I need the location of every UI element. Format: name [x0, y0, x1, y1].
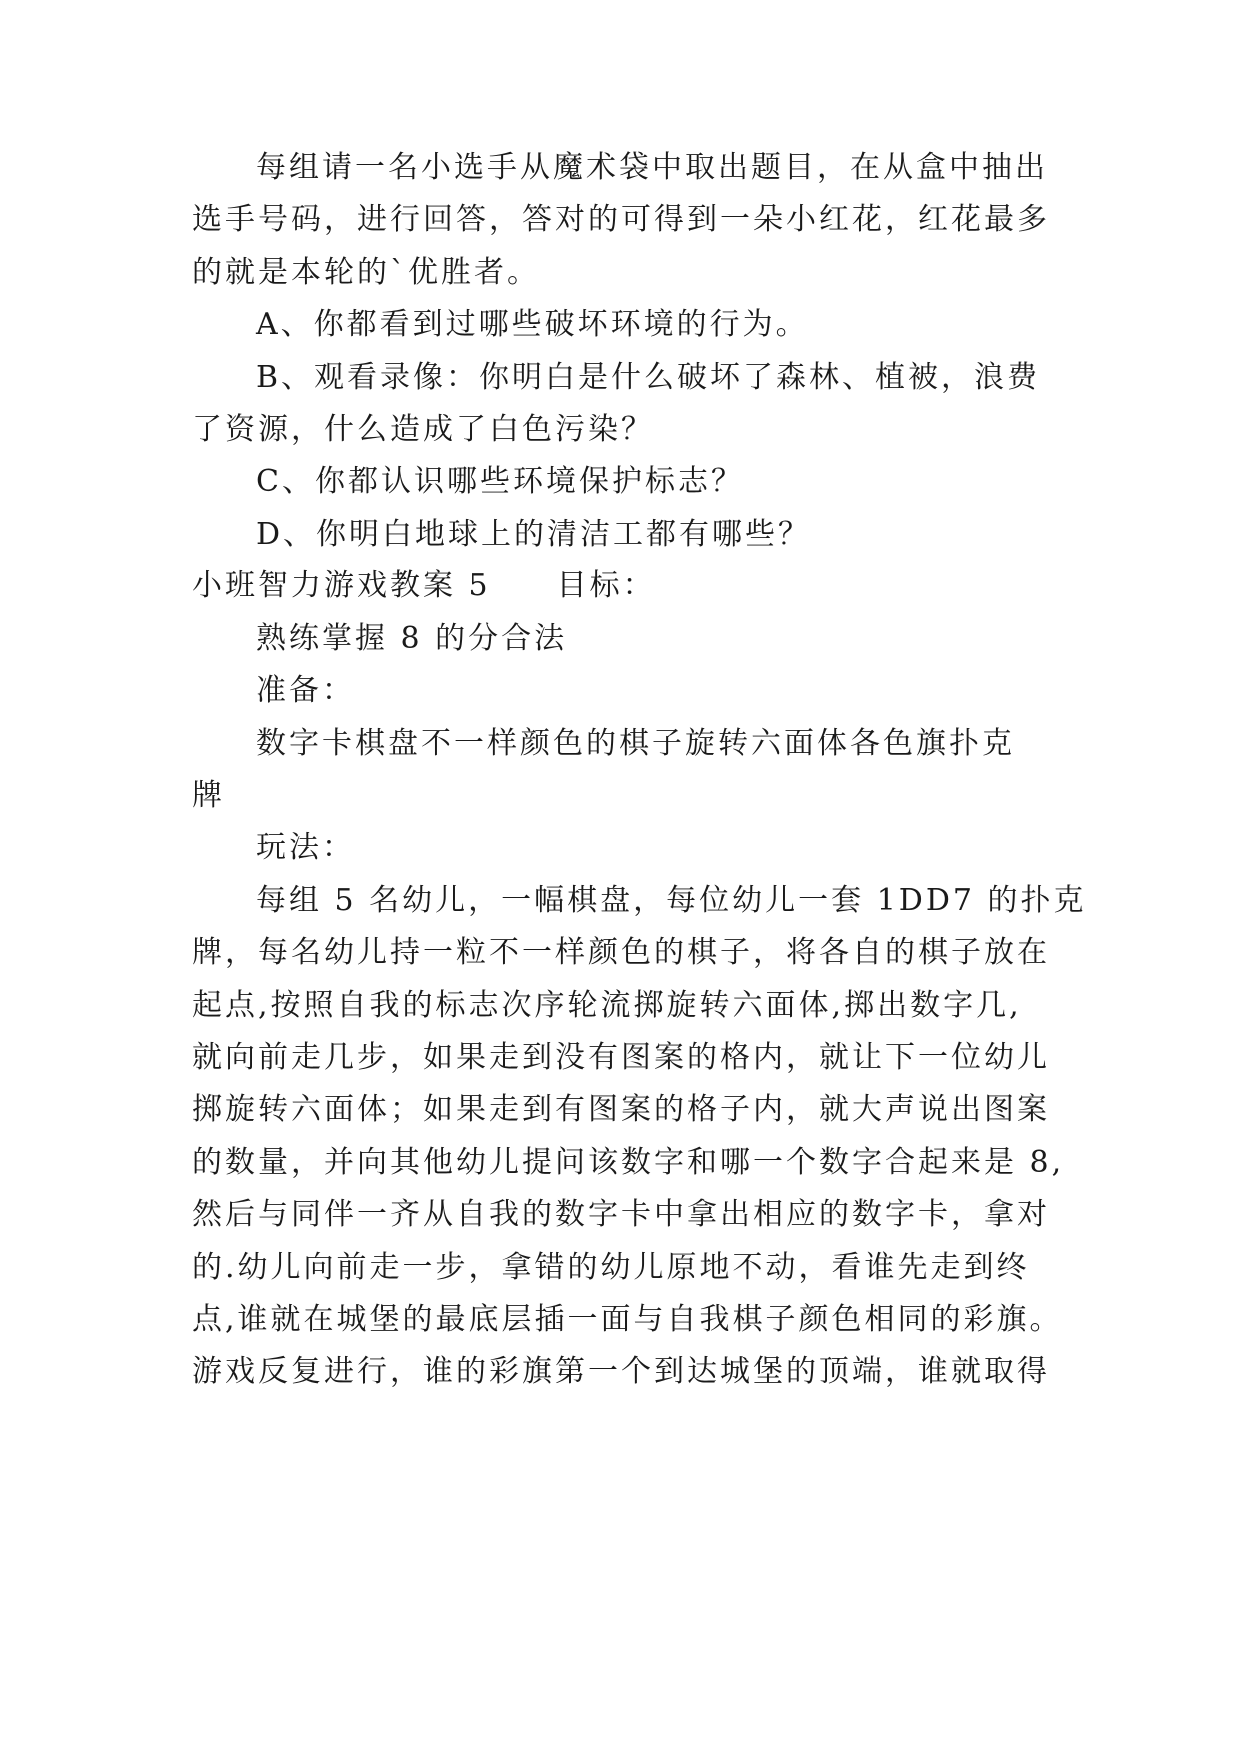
text-line: B、观看录像：你明白是什么破坏了森林、植被，浪费: [256, 360, 1041, 395]
text-line: 游戏反复进行，谁的彩旗第一个到达城堡的顶端，谁就取得: [192, 1354, 1050, 1389]
text-line: 的就是本轮的`优胜者。: [192, 255, 540, 290]
text-line: 牌: [192, 778, 225, 813]
text-line: C、你都认识哪些环境保护标志？: [256, 464, 744, 499]
text-line: 起点,按照自我的标志次序轮流掷旋转六面体,掷出数字几,: [192, 988, 1022, 1023]
text-line: 了资源，什么造成了白色污染？: [192, 412, 654, 447]
text-line: 每组请一名小选手从魔术袋中取出题目，在从盒中抽出: [256, 150, 1048, 185]
text-line: 数字卡棋盘不一样颜色的棋子旋转六面体各色旗扑克: [256, 726, 1015, 761]
text-line: 然后与同伴一齐从自我的数字卡中拿出相应的数字卡，拿对: [192, 1197, 1050, 1232]
text-line: 掷旋转六面体；如果走到有图案的格子内，就大声说出图案: [192, 1092, 1050, 1127]
text-line: 就向前走几步，如果走到没有图案的格内，就让下一位幼儿: [192, 1040, 1050, 1075]
text-line: 牌，每名幼儿持一粒不一样颜色的棋子，将各自的棋子放在: [192, 935, 1050, 970]
text-line: 熟练掌握 8 的分合法: [256, 621, 568, 656]
text-line: 每组 5 名幼儿，一幅棋盘，每位幼儿一套 1DD7 的扑克: [256, 883, 1087, 918]
text-line: 玩法：: [256, 830, 355, 865]
text-line: 准备：: [256, 673, 355, 708]
text-line: 选手号码，进行回答，答对的可得到一朵小红花，红花最多: [192, 202, 1050, 237]
text-line: 的数量，并向其他幼儿提问该数字和哪一个数字合起来是 8,: [192, 1145, 1065, 1180]
text-line: A、你都看到过哪些破坏环境的行为。: [256, 307, 809, 342]
text-line: 点,谁就在城堡的最底层插一面与自我棋子颜色相同的彩旗。: [192, 1302, 1063, 1337]
text-line: 的.幼儿向前走一步，拿错的幼儿原地不动，看谁先走到终: [192, 1250, 1030, 1285]
section-heading: 小班智力游戏教案 5 目标：: [192, 568, 656, 603]
text-line: D、你明白地球上的清洁工都有哪些？: [256, 517, 812, 552]
